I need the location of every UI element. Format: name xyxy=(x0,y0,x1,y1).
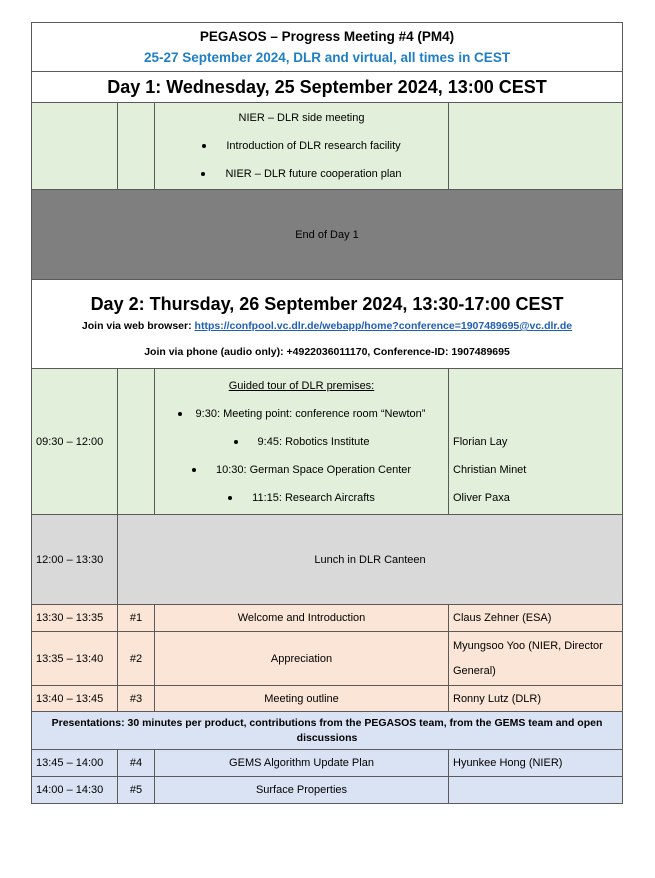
session-num: #3 xyxy=(118,686,155,712)
tour-row xyxy=(32,369,623,515)
title-row xyxy=(32,23,623,72)
session-topic: Appreciation xyxy=(155,632,449,686)
presentation-time: 14:00 – 14:30 xyxy=(32,777,118,804)
presentations-note: Presentations: 30 minutes per product, contributions from the PEGASOS team, from the GEMS team and open discussions xyxy=(32,712,623,750)
presentations-note-row xyxy=(32,712,623,750)
presentation-num: #5 xyxy=(118,777,155,804)
side-meeting-item: NIER – DLR future cooperation plan xyxy=(159,160,444,188)
tour-guide: Florian Lay xyxy=(453,435,508,448)
bullet-icon xyxy=(178,412,182,416)
bullet-icon xyxy=(201,172,205,176)
tour-item: 11:15: Research Aircrafts xyxy=(159,484,444,512)
tour-num xyxy=(118,369,155,515)
side-meeting-content xyxy=(155,103,449,190)
lunch-row xyxy=(32,515,623,605)
tour-people xyxy=(449,369,623,515)
day2-heading: Day 2: Thursday, 26 September 2024, 13:30-17:00 CEST xyxy=(90,294,564,314)
session-topic: Meeting outline xyxy=(155,686,449,712)
meeting-subtitle: 25-27 September 2024, DLR and virtual, all times in CEST xyxy=(143,50,511,65)
bullet-icon xyxy=(234,440,238,444)
presentation-row xyxy=(32,777,623,804)
bullet-icon xyxy=(228,496,232,500)
session-time: 13:30 – 13:35 xyxy=(32,605,118,632)
day1-heading: Day 1: Wednesday, 25 September 2024, 13:00 CEST xyxy=(32,72,623,103)
day2-heading-row xyxy=(32,280,623,369)
side-meeting-item: Introduction of DLR research facility xyxy=(159,132,444,160)
bullet-icon xyxy=(202,144,206,148)
meeting-title: PEGASOS – Progress Meeting #4 (PM4) xyxy=(199,29,455,44)
side-meeting-speaker xyxy=(449,103,623,190)
day2-heading-cell xyxy=(32,280,623,369)
session-topic: Welcome and Introduction xyxy=(155,605,449,632)
presentation-row xyxy=(32,750,623,777)
tour-guide: Christian Minet xyxy=(453,463,527,476)
session-speaker: Claus Zehner (ESA) xyxy=(449,605,623,632)
lunch-label: Lunch in DLR Canteen xyxy=(118,515,623,605)
session-row xyxy=(32,605,623,632)
session-row xyxy=(32,632,623,686)
session-time: 13:35 – 13:40 xyxy=(32,632,118,686)
tour-time: 09:30 – 12:00 xyxy=(32,369,118,515)
tour-title: Guided tour of DLR premises: xyxy=(228,379,375,392)
session-time: 13:40 – 13:45 xyxy=(32,686,118,712)
title-cell xyxy=(32,23,623,72)
tour-item: 10:30: German Space Operation Center xyxy=(159,456,444,484)
tour-item: 9:30: Meeting point: conference room “Newton” xyxy=(159,400,444,428)
bullet-icon xyxy=(192,468,196,472)
end-day1-row xyxy=(32,190,623,280)
tour-item: 9:45: Robotics Institute xyxy=(159,428,444,456)
day1-heading-row xyxy=(32,72,623,103)
presentation-speaker xyxy=(449,777,623,804)
presentation-speaker: Hyunkee Hong (NIER) xyxy=(449,750,623,777)
session-speaker: Ronny Lutz (DLR) xyxy=(449,686,623,712)
end-day1-label: End of Day 1 xyxy=(32,190,623,280)
lunch-time: 12:00 – 13:30 xyxy=(32,515,118,605)
session-row xyxy=(32,686,623,712)
session-speaker: Myungsoo Yoo (NIER, Director General) xyxy=(449,632,623,686)
tour-guide: Oliver Paxa xyxy=(453,491,510,504)
web-join-line: Join via web browser: https://confpool.vc.dlr.de/webapp/home?conference=1907489695@vc.dlr.de xyxy=(81,320,573,332)
side-meeting-num xyxy=(118,103,155,190)
phone-join-line: Join via phone (audio only): +4922036011170, Conference-ID: 1907489695 xyxy=(144,346,510,358)
presentation-topic: Surface Properties xyxy=(155,777,449,804)
side-meeting-title: NIER – DLR side meeting xyxy=(238,112,365,124)
side-meeting-time xyxy=(32,103,118,190)
session-num: #2 xyxy=(118,632,155,686)
side-meeting-row xyxy=(32,103,623,190)
presentation-num: #4 xyxy=(118,750,155,777)
agenda-table xyxy=(31,22,623,804)
presentation-topic: GEMS Algorithm Update Plan xyxy=(155,750,449,777)
presentation-time: 13:45 – 14:00 xyxy=(32,750,118,777)
conference-link[interactable]: https://confpool.vc.dlr.de/webapp/home?conference=1907489695@vc.dlr.de xyxy=(194,320,573,332)
tour-content xyxy=(155,369,449,515)
session-num: #1 xyxy=(118,605,155,632)
